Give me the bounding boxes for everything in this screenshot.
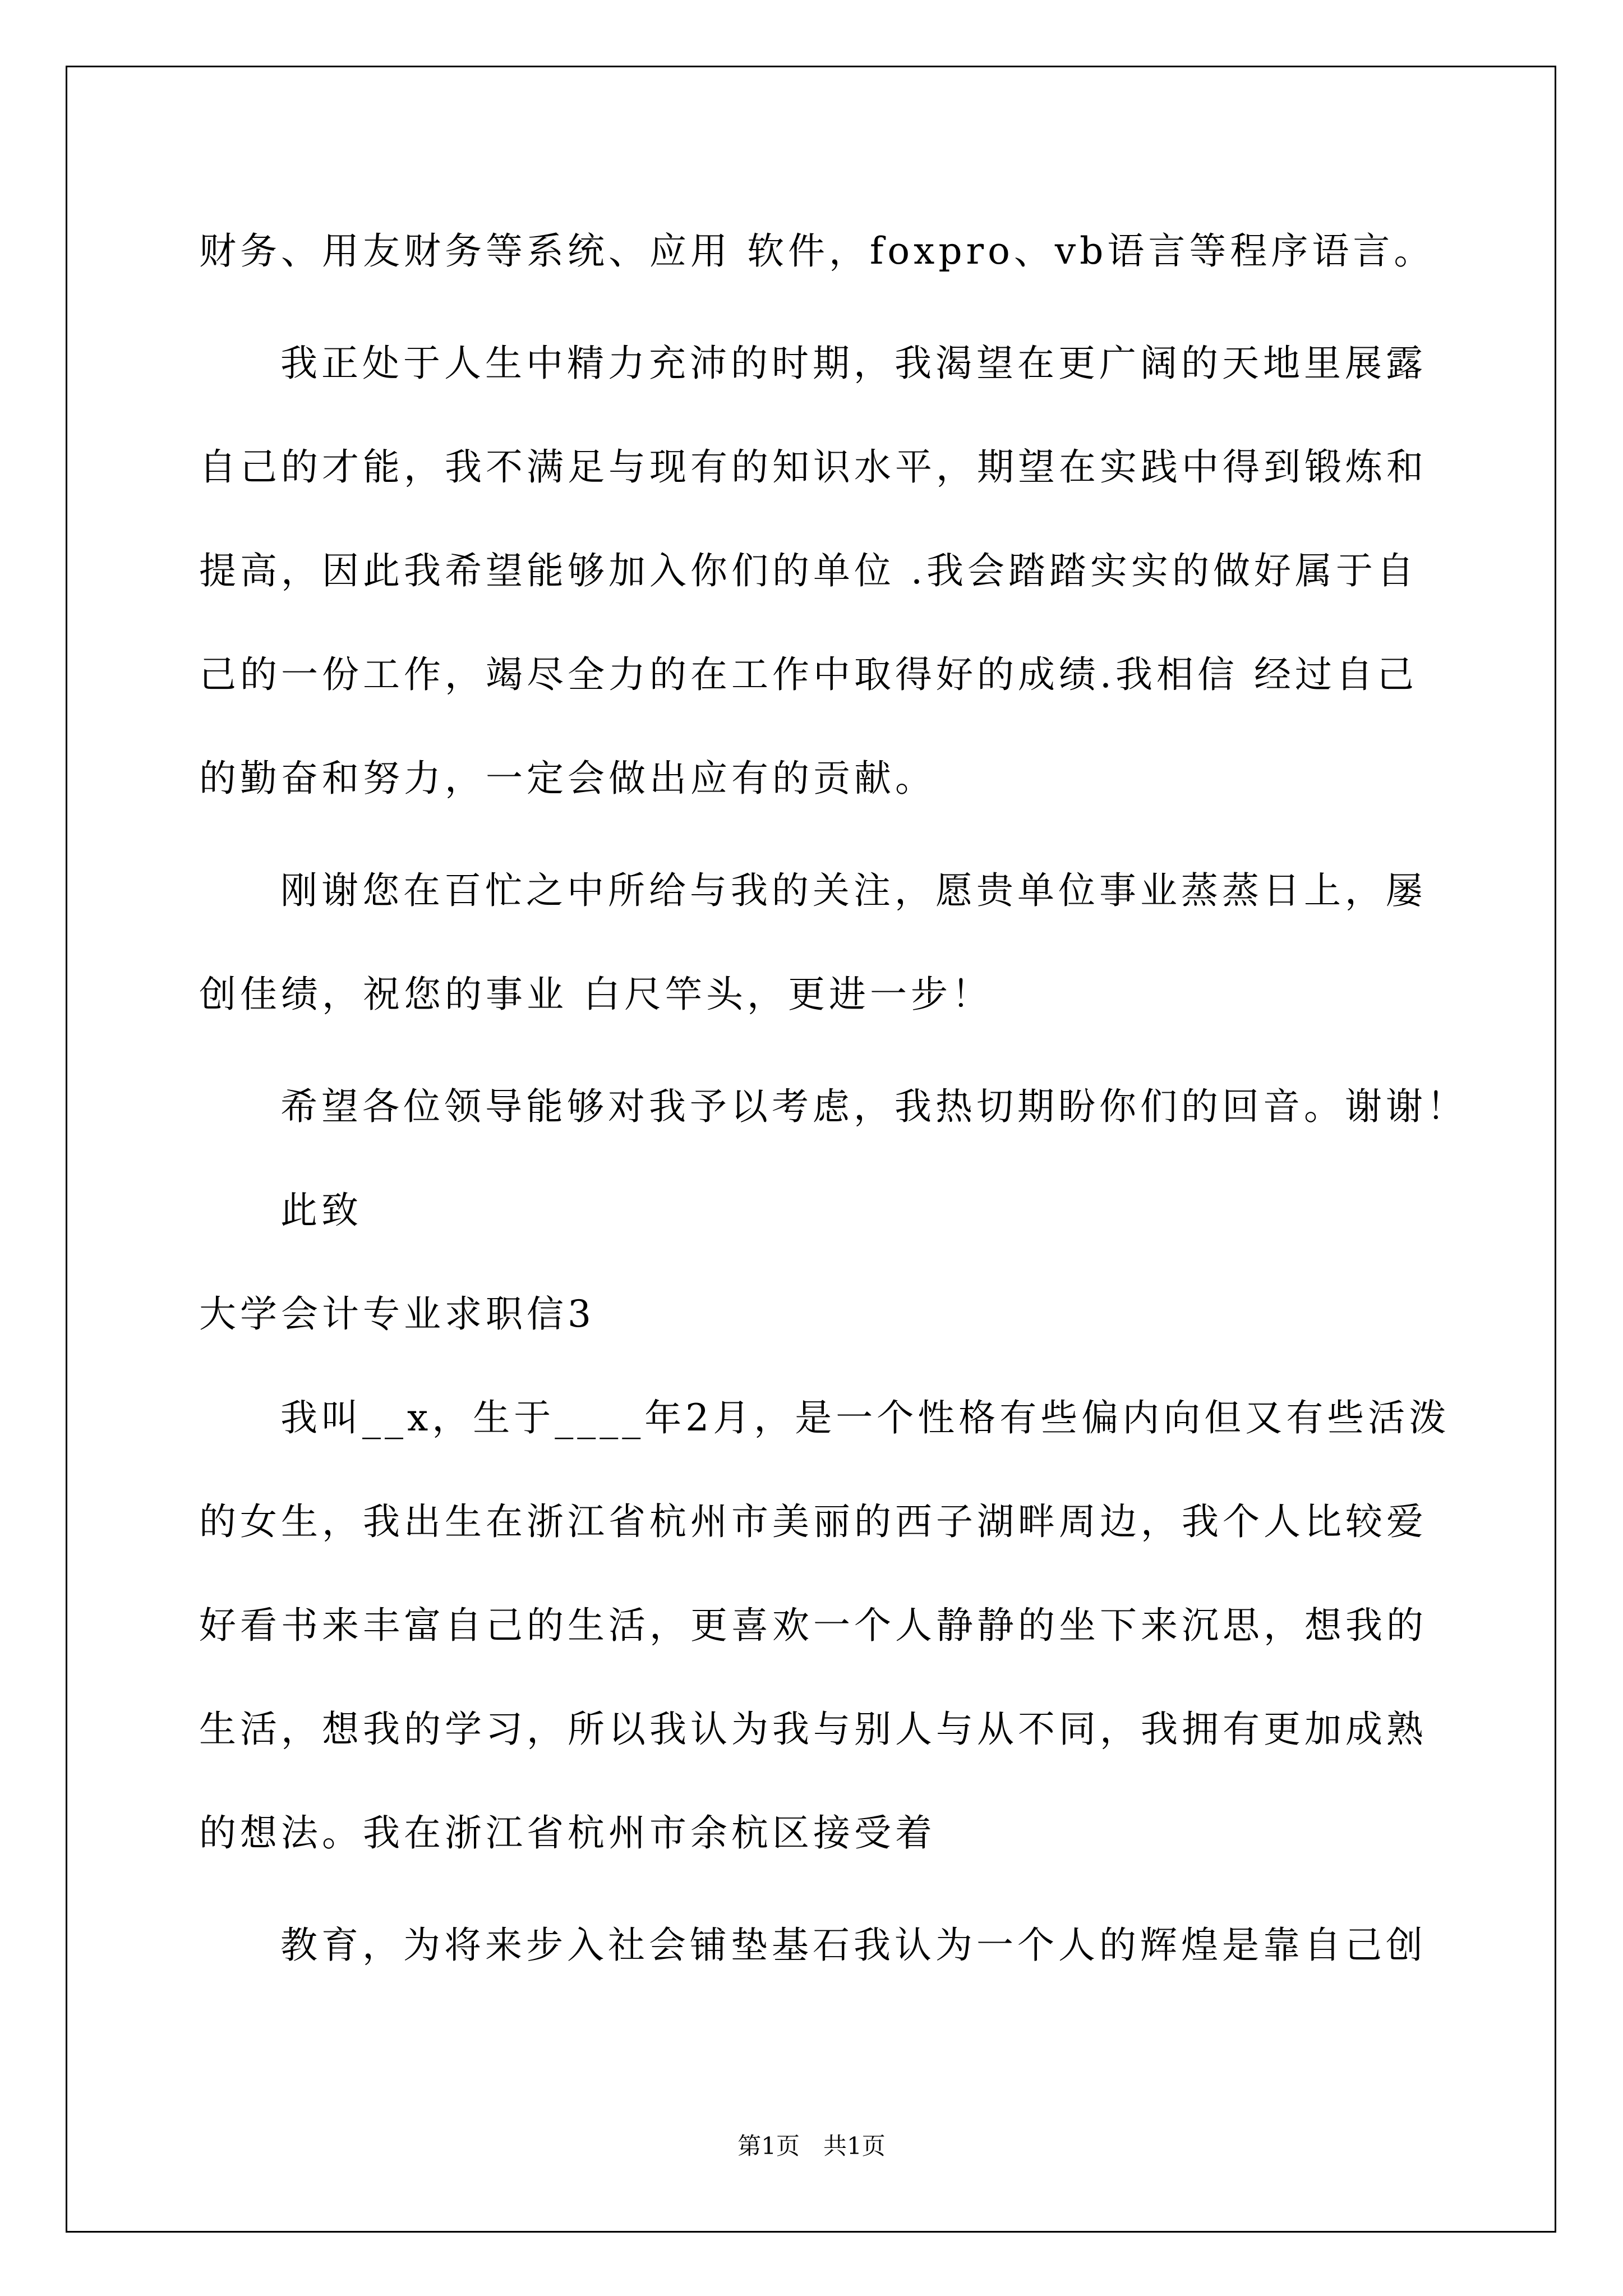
text-line: 好看书来丰富自己的生活，更喜欢一个人静静的坐下来沉思，想我的 [199, 1604, 1427, 1647]
text-line: 提高，因此我希望能够加入你们的单位 .我会踏踏实实的做好属于自 [199, 549, 1418, 592]
text-line: 生活，想我的学习，所以我认为我与别人与从不同，我拥有更加成熟 [199, 1708, 1427, 1751]
text-line: 己的一份工作，竭尽全力的在工作中取得好的成绩.我相信 经过自己 [199, 653, 1418, 696]
closing-salutation: 此致 [280, 1189, 362, 1232]
paragraph-first-line: 教育，为将来步入社会铺垫基石我认为一个人的辉煌是靠自己创 [280, 1924, 1427, 1967]
paragraph-first-line: 刚谢您在百忙之中所给与我的关注，愿贵单位事业蒸蒸日上，屡 [280, 869, 1427, 912]
paragraph-first-line: 希望各位领导能够对我予以考虑，我热切期盼你们的回音。谢谢！ [280, 1085, 1468, 1128]
text-line: 创佳绩，祝您的事业 白尺竿头，更进一步！ [199, 973, 993, 1016]
text-line: 的勤奋和努力，一定会做出应有的贡献。 [199, 757, 936, 800]
paragraph-first-line: 我正处于人生中精力充沛的时期，我渴望在更广阔的天地里展露 [280, 342, 1427, 385]
section-title: 大学会计专业求职信3 [199, 1292, 595, 1336]
page-footer: 第1页 共1页 [737, 2132, 886, 2160]
text-line: 财务、用友财务等系统、应用 软件，foxpro、vb语言等程序语言。 [199, 229, 1435, 273]
text-line: 的想法。我在浙江省杭州市余杭区接受着 [199, 1811, 936, 1855]
text-line: 的女生，我出生在浙江省杭州市美丽的西子湖畔周边，我个人比较爱 [199, 1500, 1427, 1543]
paragraph-first-line: 我叫__x，生于____年2月，是一个性格有些偏内向但又有些活泼 [280, 1396, 1450, 1439]
page-border [66, 66, 1556, 2233]
text-line: 自己的才能，我不满足与现有的知识水平，期望在实践中得到锻炼和 [199, 445, 1427, 489]
